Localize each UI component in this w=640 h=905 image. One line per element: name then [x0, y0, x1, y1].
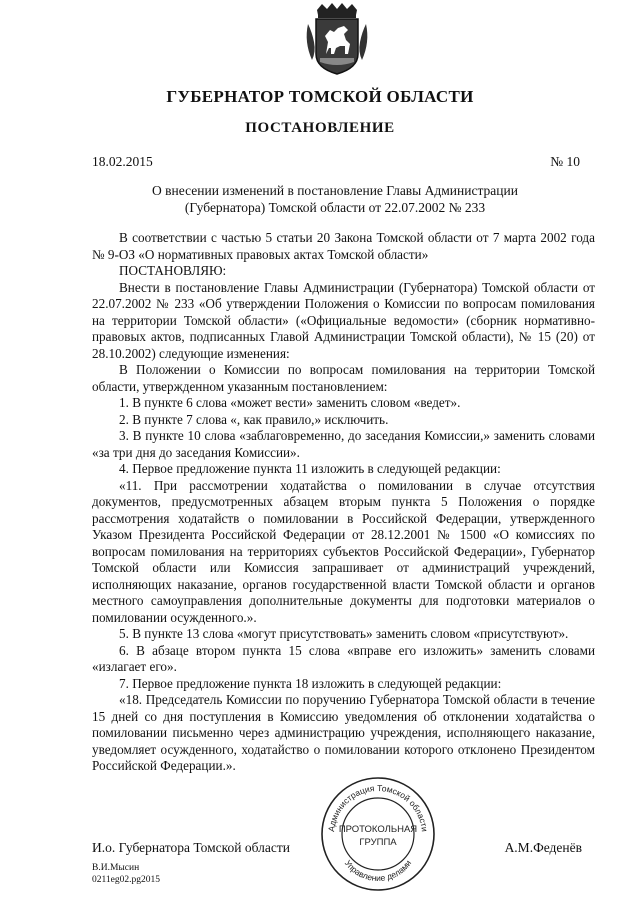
round-stamp-icon: [318, 775, 438, 893]
body-paragraph: 7. Первое предложение пункта 18 изложить в следующей редакции:: [119, 675, 502, 691]
document-type: ПОСТАНОВЛЕНИЕ: [245, 120, 395, 136]
body-paragraph: В Положении о Комиссии по вопросам помилования на территории Томской области, утвержденном указанным постановлением:: [92, 362, 595, 394]
body-paragraph: «18. Председатель Комиссии по поручению Губернатора Томской области в течение 15 дней со дня поступления в Комиссию уведомления об отклонении ходатайства о помиловании письменно через администрацию учреждения, исполняющего наказание, уведомляет осужденного, ходатайство о помиловании которого отклонено Президентом Российской Федерации.».: [92, 692, 595, 773]
executor-info: [92, 862, 160, 886]
body-paragraph: Внести в постановление Главы Администрации (Губернатора) Томской области от 22.07.2002 № 233 «Об утверждении Положения о Комиссии по вопросам помилования на территории Томской области» («Официальные ведомости» (сборник нормативно-правовых актов, подписанных Главой Администрации Томской области), № 15 (20) от 28.10.2002) следующие изменения:: [92, 279, 595, 361]
signatory-role: И.о. Губернатора Томской области: [92, 840, 290, 855]
subject-line: (Губернатора) Томской области от 22.07.2002 № 233: [184, 200, 486, 215]
body-paragraph: 5. В пункте 13 слова «могут присутствовать» заменить словом «присутствуют».: [119, 626, 569, 641]
body-paragraph: 2. В пункте 7 слова «, как правило,» исключить.: [119, 411, 389, 427]
body-paragraph: ПОСТАНОВЛЯЮ:: [119, 263, 227, 278]
org-title: ГУБЕРНАТОР ТОМСКОЙ ОБЛАСТИ: [166, 87, 474, 106]
subject-line: О внесении изменений в постановление Главы Администрации: [152, 183, 518, 198]
tomsk-coat-of-arms-icon: [300, 2, 374, 76]
body-paragraph: «11. При рассмотрении ходатайства о помиловании в случае отсутствия документов, предусмотренных абзацем вторым пункта 5 Положения о порядке рассмотрения ходатайств о помиловании в Российской Федерации, утвержденного Указом Президента Российской Федерации от 28.12.2001 № 1500 «О комиссиях по вопросам помилования на территориях субъектов Российской Федерации», Губернатор Томской области или Комиссия запрашивает от администраций учреждений, исполняющих наказание, органов государственной власти Томской области и органов местного самоуправления дополнительные документы для подготовки материалов о помиловании осужденного.».: [92, 477, 595, 625]
body-paragraph: 1. В пункте 6 слова «может вести» заменить словом «ведет».: [119, 395, 461, 410]
body-paragraph: 4. Первое предложение пункта 11 изложить в следующей редакции:: [119, 461, 501, 476]
stamp-ring-top: Администрация Томской области: [326, 782, 430, 833]
body-paragraph: В соответствии с частью 5 статьи 20 Закона Томской области от 7 марта 2002 года № 9-ОЗ «О нормативных правовых актах Томской области»: [92, 230, 595, 262]
document-number: № 10: [550, 154, 580, 169]
document-body: [92, 230, 595, 775]
stamp-center-line: ПРОТОКОЛЬНАЯ: [338, 824, 418, 835]
stamp-center-line: ГРУППА: [359, 837, 397, 848]
document-date: 18.02.2015: [92, 154, 153, 169]
document-subject: [120, 182, 550, 216]
signatory-name: А.М.Феденёв: [504, 840, 582, 855]
executor-name: В.И.Мысин: [92, 863, 140, 873]
file-reference: 0211eg02.pg2015: [92, 875, 160, 885]
body-paragraph: 3. В пункте 10 слова «заблаговременно, до заседания Комиссии,» заменить словами «за три дня до заседания Комиссии».: [92, 428, 595, 460]
body-paragraph: 6. В абзаце втором пункта 15 слова «вправе его изложить» заменить словами «излагает его».: [92, 642, 595, 674]
stamp-ring-bottom: Управление делами: [342, 858, 414, 884]
